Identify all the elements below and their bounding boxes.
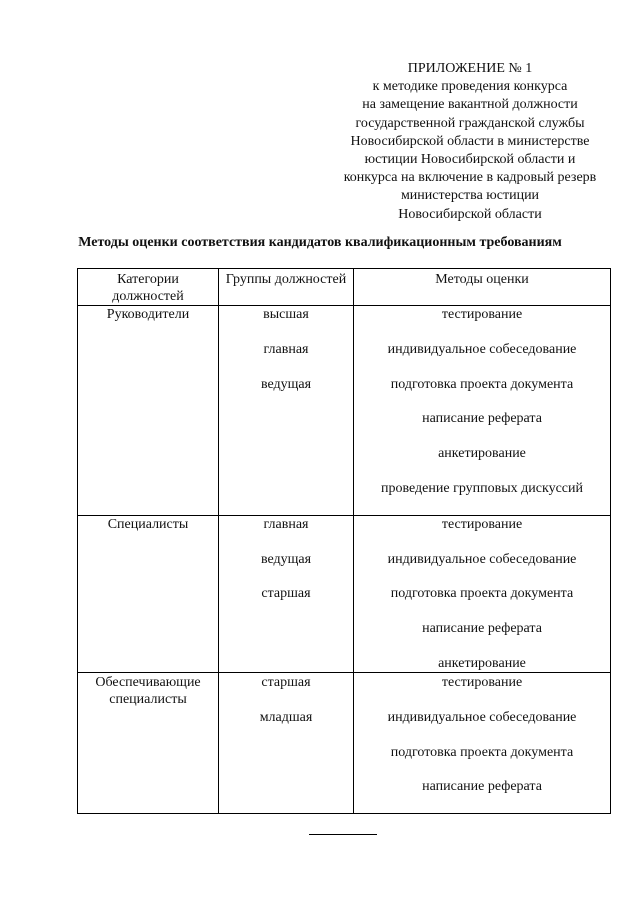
- method-item: проведение групповых дискуссий: [381, 480, 583, 496]
- method-item: тестирование: [441, 674, 523, 690]
- category-cell: [78, 306, 219, 516]
- appendix-line: на замещение вакантной должности: [362, 97, 578, 113]
- methods-cell: [354, 515, 611, 672]
- appendix-line: Новосибирской области: [398, 206, 542, 222]
- table-row: [78, 515, 611, 672]
- group-item: ведущая: [260, 376, 312, 392]
- methods-cell: [354, 306, 611, 516]
- method-item: тестирование: [441, 307, 523, 322]
- appendix-line: министерства юстиции: [400, 188, 540, 204]
- group-item: старшая: [261, 674, 311, 690]
- appendix-line: государственной гражданской службы: [355, 115, 585, 131]
- method-item: написание реферата: [422, 621, 542, 637]
- groups-cell: [219, 515, 354, 672]
- method-item: подготовка проекта документа: [390, 586, 574, 602]
- header-methods: Методы оценки: [354, 269, 611, 306]
- method-item: индивидуальное собеседование: [387, 341, 577, 357]
- group-item: главная: [263, 516, 309, 532]
- table-header-row: [78, 269, 611, 306]
- method-item: тестирование: [441, 516, 523, 532]
- appendix-line: ПРИЛОЖЕНИЕ № 1: [407, 61, 533, 76]
- appendix-line: Новосибирской области в министерстве: [350, 133, 590, 149]
- category-label: Специалисты: [107, 516, 189, 532]
- group-item: главная: [263, 341, 309, 357]
- method-item: индивидуальное собеседование: [387, 551, 577, 567]
- group-item: старшая: [261, 586, 311, 602]
- methods-table: [77, 268, 611, 814]
- method-item: анкетирование: [438, 446, 526, 462]
- method-item: написание реферата: [422, 779, 542, 795]
- groups-cell: [219, 672, 354, 813]
- category-label: Обеспечивающие специалисты: [95, 674, 201, 707]
- method-item: написание реферата: [422, 411, 542, 427]
- method-item: индивидуальное собеседование: [387, 709, 577, 725]
- appendix-line: юстиции Новосибирской области и: [364, 152, 576, 168]
- group-item: младшая: [259, 709, 313, 725]
- category-label: Руководители: [106, 307, 190, 322]
- category-cell: [78, 515, 219, 672]
- header-groups: Группы должностей: [219, 269, 354, 306]
- groups-cell: [219, 306, 354, 516]
- method-item: анкетирование: [438, 655, 526, 671]
- footer-divider: [309, 834, 377, 835]
- header-category: Категории должностей: [78, 269, 219, 306]
- document-title: Методы оценки соответствия кандидатов квалификационным требованиям: [78, 235, 562, 250]
- table-row: [78, 672, 611, 813]
- appendix-header: [320, 60, 620, 224]
- method-item: подготовка проекта документа: [390, 744, 574, 760]
- table-row: [78, 306, 611, 516]
- methods-cell: [354, 672, 611, 813]
- group-item: ведущая: [260, 551, 312, 567]
- category-cell: [78, 672, 219, 813]
- method-item: подготовка проекта документа: [390, 376, 574, 392]
- appendix-line: конкурса на включение в кадровый резерв: [343, 170, 597, 186]
- group-item: высшая: [263, 307, 309, 322]
- appendix-line: к методике проведения конкурса: [372, 79, 568, 95]
